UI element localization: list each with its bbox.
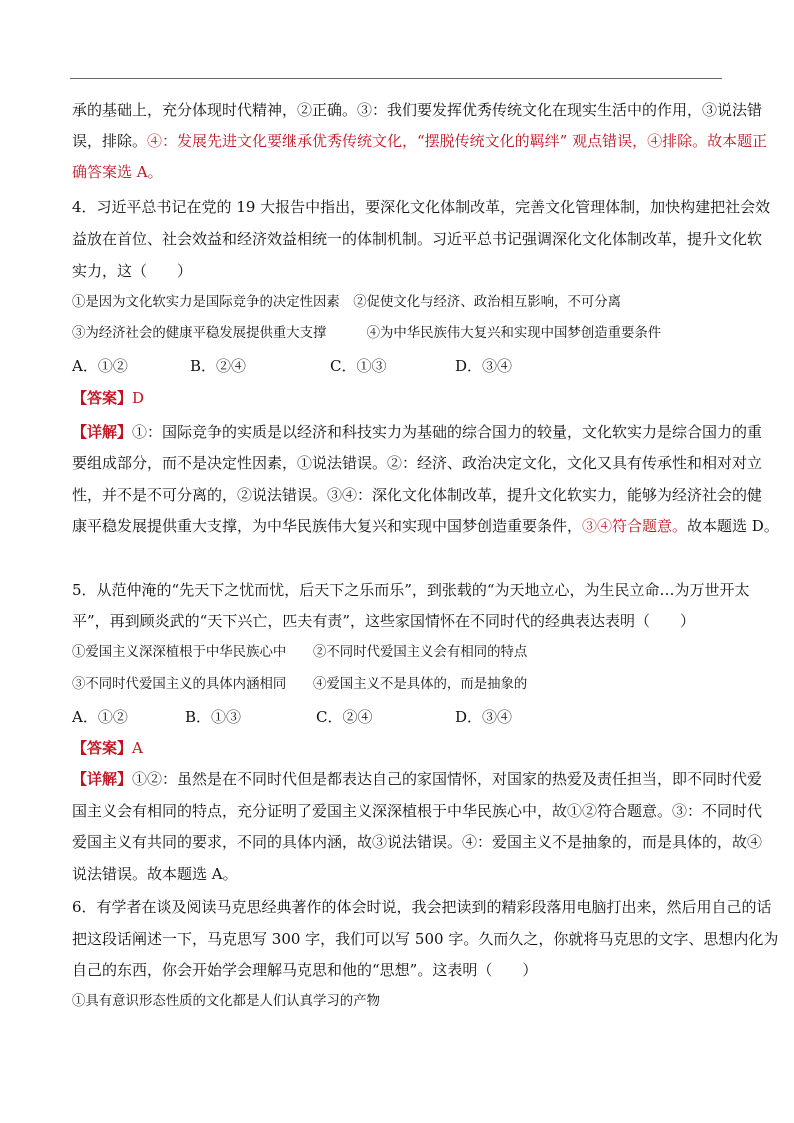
q4-item-text: ③为经济社会的健康平稳发展提供重大支撑 ④为中华民族伟大复兴和实现中国梦创造重要条件: [72, 326, 662, 341]
answer-value: D: [132, 389, 145, 407]
q6-stem-text: 把这段话阐述一下，马克思写 300 字，我们可以写 500 字。久而久之，你就将马克思的文字、思想内化为: [72, 930, 779, 948]
q5-explain-text: 爱国主义有共同的要求，不同的具体内涵，故③说法错误。④：爱国主义不是抽象的，而是具体的，故④: [72, 833, 763, 851]
q5-explain-text: 说法错误。故本题选 A。: [72, 865, 238, 883]
q4-stem-text: 4．习近平总书记在党的 19 大报告中指出，要深化文化体制改革，完善文化管理体制，加快构建把社会效: [72, 198, 771, 216]
q4-item-text: ①是因为文化软实力是国际竞争的决定性因素 ②促使文化与经济、政治相互影响，不可分离: [72, 295, 622, 310]
q4-explain-line-4: [72, 516, 779, 536]
q5-stem-text: 平”，再到顾炎武的“天下兴亡，匹夫有责”，这些家国情怀在不同时代的经典表达表明（ ）: [72, 612, 696, 630]
q4-option-a: A．①②: [72, 357, 128, 375]
q5-option-d: D．③④: [455, 708, 513, 726]
q5-option-a: A．①②: [72, 708, 128, 726]
q4-explain-text: 性，并不是不可分离的，②说法错误。③④：深化文化体制改革，提升文化软实力，能够为经济社会的健: [72, 486, 763, 504]
q4-stem-line-3: [72, 261, 192, 281]
q5-stem-text: 5．从范仲淹的“先天下之忧而忧，后天下之乐而乐”，到张载的“为天地立心，为生民立命…为万世开太: [72, 581, 750, 599]
q5-explain-line-4: [72, 864, 238, 884]
answer-label: 【答案】: [72, 389, 133, 407]
q5-item-text: ①爱国主义深深植根于中华民族心中 ②不同时代爱国主义会有相同的特点: [72, 645, 528, 660]
explain-label: 【详解】: [72, 423, 133, 441]
q6-stem-text: 自己的东西，你会开始学会理解马克思和他的“思想”。这表明（ ）: [72, 961, 538, 979]
q3-explain-line-3: [72, 162, 163, 182]
q4-explain-line-3: [72, 485, 762, 505]
q4-answer: [72, 388, 144, 408]
q4-stem-text: 益放在首位、社会效益和经济效益相统一的体制机制。习近平总书记强调深化文化体制改革，提升文化软: [72, 230, 763, 248]
q4-explain-text: 故本题选 D。: [687, 517, 779, 535]
q3-explain-text: 承的基础上，充分体现时代精神，②正确。③：我们要发挥优秀传统文化在现实生活中的作用，③说法错: [72, 101, 763, 119]
q3-explain-highlight: 确答案选 A。: [72, 163, 163, 181]
q6-item-line-1: [72, 992, 380, 1012]
q5-explain-text: ①②：虽然是在不同时代但是都表达自己的家国情怀，对国家的热爱及责任担当，即不同时代爱: [132, 770, 763, 788]
q4-explain-text: 康平稳发展提供重大支撑，为中华民族伟大复兴和实现中国梦创造重要条件，: [72, 517, 583, 535]
q3-explain-line-2: [72, 131, 767, 151]
q5-explain-line-1: [72, 769, 762, 789]
q5-option-b: B．①③: [185, 708, 242, 726]
q6-stem-text: 6．有学者在谈及阅读马克思经典著作的体会时说，我会把读到的精彩段落用电脑打出来，然后用自己的话: [72, 898, 772, 916]
q3-explain-text: 误，排除。: [72, 132, 148, 150]
q4-stem-text: 实力，这（ ）: [72, 262, 193, 280]
q5-stem-line-1: [72, 580, 750, 600]
answer-label: 【答案】: [72, 739, 133, 757]
q4-explain-text: 要组成部分，而不是决定性因素，①说法错误。②：经济、政治决定文化，文化又具有传承性和相对对立: [72, 454, 763, 472]
q4-item-line-2: [72, 324, 661, 344]
q4-stem-line-1: [72, 197, 770, 217]
q4-explain-text: ①：国际竞争的实质是以经济和科技实力为基础的综合国力的较量，文化软实力是综合国力的重: [132, 423, 763, 441]
q6-stem-line-1: [72, 897, 772, 917]
q6-stem-line-2: [72, 929, 778, 949]
q6-stem-line-3: [72, 960, 537, 980]
q5-item-line-1: [72, 643, 527, 663]
q3-explain-line-1: [72, 100, 762, 120]
q5-answer: [72, 738, 143, 758]
q4-option-c: C．①③: [330, 357, 387, 375]
q5-stem-line-2: [72, 611, 695, 631]
q5-explain-text: 国主义会有相同的特点，充分证明了爱国主义深深植根于中华民族心中，故①②符合题意。③：不同时代: [72, 802, 763, 820]
q6-item-text: ①具有意识形态性质的文化都是人们认真学习的产物: [72, 994, 380, 1009]
q5-explain-line-2: [72, 801, 762, 821]
q4-item-line-1: [72, 293, 621, 313]
q5-item-line-2: [72, 675, 527, 695]
q4-explain-highlight: ③④符合题意。: [582, 517, 688, 535]
header-rule: [70, 78, 722, 79]
q4-option-d: D．③④: [455, 357, 513, 375]
q5-item-text: ③不同时代爱国主义的具体内涵相同 ④爱国主义不是具体的，而是抽象的: [72, 677, 528, 692]
q4-explain-line-2: [72, 453, 762, 473]
q4-explain-line-1: [72, 422, 762, 442]
q4-option-b: B．②④: [190, 357, 247, 375]
q5-explain-line-3: [72, 832, 762, 852]
answer-value: A: [132, 739, 143, 757]
q4-stem-line-2: [72, 229, 762, 249]
q3-explain-highlight: ④：发展先进文化要继承优秀传统文化，“摆脱传统文化的羁绊” 观点错误，④排除。故本题正: [147, 132, 768, 150]
explain-label: 【详解】: [72, 770, 133, 788]
q5-option-c: C．②④: [316, 708, 373, 726]
